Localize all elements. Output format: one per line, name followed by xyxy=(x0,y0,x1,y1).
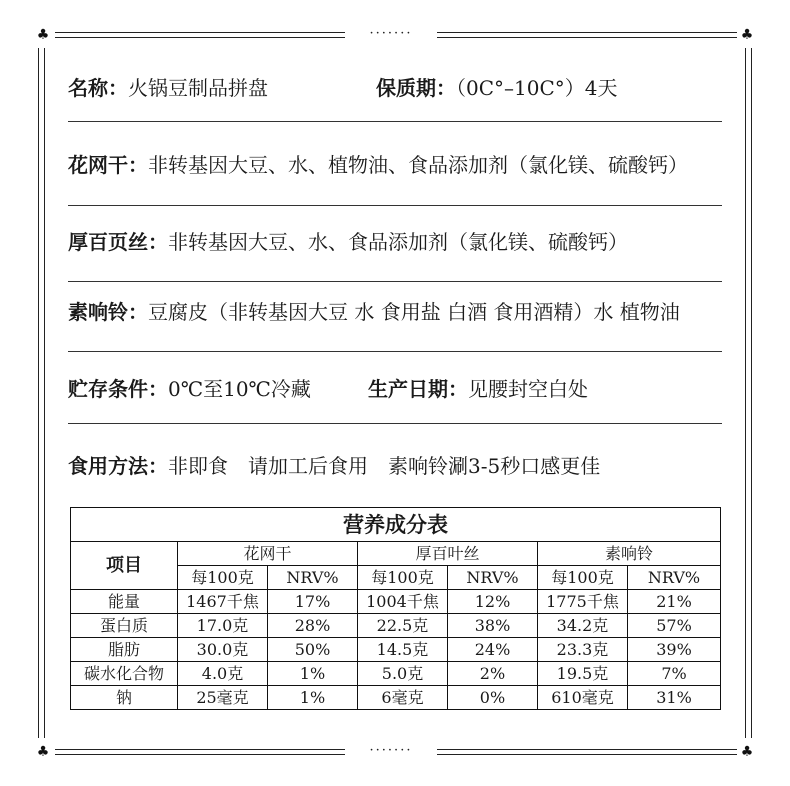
divider xyxy=(68,121,722,122)
shelf-life-value: （0C°–10C°）4天 xyxy=(456,76,618,100)
frame-bottom-line-inner-right xyxy=(437,754,737,755)
nutrition-table xyxy=(70,507,721,710)
name-value: 火锅豆制品拼盘 xyxy=(128,76,268,100)
shelf-life-label: 保质期： xyxy=(376,76,456,100)
table-cell: 30.0克 xyxy=(178,638,268,662)
row-huawang xyxy=(68,151,722,179)
row-suxiang xyxy=(68,298,722,326)
nutrient-name: 钠 xyxy=(71,686,178,710)
nrv-header: NRV% xyxy=(628,566,721,590)
houbai-label: 厚百页丝： xyxy=(68,230,168,254)
table-cell: 38% xyxy=(448,614,538,638)
frame-top-dots: ······· xyxy=(369,26,413,41)
product-header: 花网干 xyxy=(178,542,358,566)
table-cell: 19.5克 xyxy=(538,662,628,686)
nutrient-name: 能量 xyxy=(71,590,178,614)
row-usage xyxy=(68,452,722,480)
per-100g-header: 每100克 xyxy=(178,566,268,590)
table-cell: 4.0克 xyxy=(178,662,268,686)
houbai-value: 非转基因大豆、水、食品添加剂（氯化镁、硫酸钙） xyxy=(168,230,628,254)
frame-right-line-outer xyxy=(751,48,752,738)
table-cell: 21% xyxy=(628,590,721,614)
table-cell: 1004千焦 xyxy=(358,590,448,614)
table-row xyxy=(71,662,721,686)
table-cell: 23.3克 xyxy=(538,638,628,662)
table-cell: 2% xyxy=(448,662,538,686)
table-cell: 1775千焦 xyxy=(538,590,628,614)
frame-bottom-dots: ······· xyxy=(369,743,413,758)
divider xyxy=(68,281,722,282)
table-cell: 24% xyxy=(448,638,538,662)
divider xyxy=(68,205,722,206)
table-row xyxy=(71,590,721,614)
frame-bottom-line-outer xyxy=(55,749,345,750)
table-cell: 5.0克 xyxy=(358,662,448,686)
nutrition-title: 营养成分表 xyxy=(71,508,721,542)
per-100g-header: 每100克 xyxy=(538,566,628,590)
item-header: 项目 xyxy=(71,542,178,590)
table-cell: 39% xyxy=(628,638,721,662)
nutrient-name: 脂肪 xyxy=(71,638,178,662)
corner-clover-icon-bottom-right: ♣ xyxy=(740,744,754,760)
table-cell: 14.5克 xyxy=(358,638,448,662)
frame-top-line-outer-right xyxy=(437,32,737,33)
suxiang-label: 素响铃： xyxy=(68,300,148,324)
table-cell: 12% xyxy=(448,590,538,614)
table-cell: 34.2克 xyxy=(538,614,628,638)
product-header: 厚百叶丝 xyxy=(358,542,538,566)
production-date-value: 见腰封空白处 xyxy=(468,377,588,401)
table-cell: 0% xyxy=(448,686,538,710)
row-storage-date xyxy=(68,375,722,403)
storage-value: 0℃至10℃冷藏 xyxy=(168,377,311,401)
product-header: 素响铃 xyxy=(538,542,721,566)
table-row xyxy=(71,638,721,662)
frame-bottom-line-inner xyxy=(55,754,345,755)
corner-clover-icon-top-right: ♣ xyxy=(740,27,754,43)
table-cell: 610毫克 xyxy=(538,686,628,710)
table-cell: 22.5克 xyxy=(358,614,448,638)
table-cell: 57% xyxy=(628,614,721,638)
nutrient-name: 蛋白质 xyxy=(71,614,178,638)
table-cell: 6毫克 xyxy=(358,686,448,710)
nutrient-name: 碳水化合物 xyxy=(71,662,178,686)
table-cell: 50% xyxy=(268,638,358,662)
usage-label: 食用方法： xyxy=(68,454,168,478)
suxiang-value: 豆腐皮（非转基因大豆 水 食用盐 白酒 食用酒精）水 植物油 xyxy=(148,300,680,324)
frame-right-line-inner xyxy=(745,48,746,738)
table-cell: 17.0克 xyxy=(178,614,268,638)
divider xyxy=(68,423,722,424)
huawang-value: 非转基因大豆、水、植物油、食品添加剂（氯化镁、硫酸钙） xyxy=(148,153,688,177)
table-cell: 28% xyxy=(268,614,358,638)
row-name-shelf xyxy=(68,74,722,102)
frame-left-line-inner xyxy=(44,48,45,738)
nrv-header: NRV% xyxy=(448,566,538,590)
table-cell: 1% xyxy=(268,662,358,686)
table-cell: 1467千焦 xyxy=(178,590,268,614)
corner-clover-icon-top-left: ♣ xyxy=(36,27,50,43)
production-date-label: 生产日期： xyxy=(368,377,468,401)
row-houbai xyxy=(68,228,722,256)
table-cell: 1% xyxy=(268,686,358,710)
table-cell: 7% xyxy=(628,662,721,686)
frame-top-line-outer xyxy=(55,32,345,33)
table-cell: 31% xyxy=(628,686,721,710)
table-cell: 17% xyxy=(268,590,358,614)
per-100g-header: 每100克 xyxy=(358,566,448,590)
storage-label: 贮存条件： xyxy=(68,377,168,401)
divider xyxy=(68,351,722,352)
nrv-header: NRV% xyxy=(268,566,358,590)
table-row xyxy=(71,614,721,638)
huawang-label: 花网干： xyxy=(68,153,148,177)
usage-value: 非即食 请加工后食用 素响铃涮3-5秒口感更佳 xyxy=(168,454,601,478)
name-label: 名称： xyxy=(68,76,128,100)
frame-left-line-outer xyxy=(38,48,39,738)
frame-top-line-inner-right xyxy=(437,37,737,38)
corner-clover-icon-bottom-left: ♣ xyxy=(36,744,50,760)
frame-bottom-line-outer-right xyxy=(437,749,737,750)
frame-top-line-inner xyxy=(55,37,345,38)
table-row xyxy=(71,686,721,710)
table-cell: 25毫克 xyxy=(178,686,268,710)
